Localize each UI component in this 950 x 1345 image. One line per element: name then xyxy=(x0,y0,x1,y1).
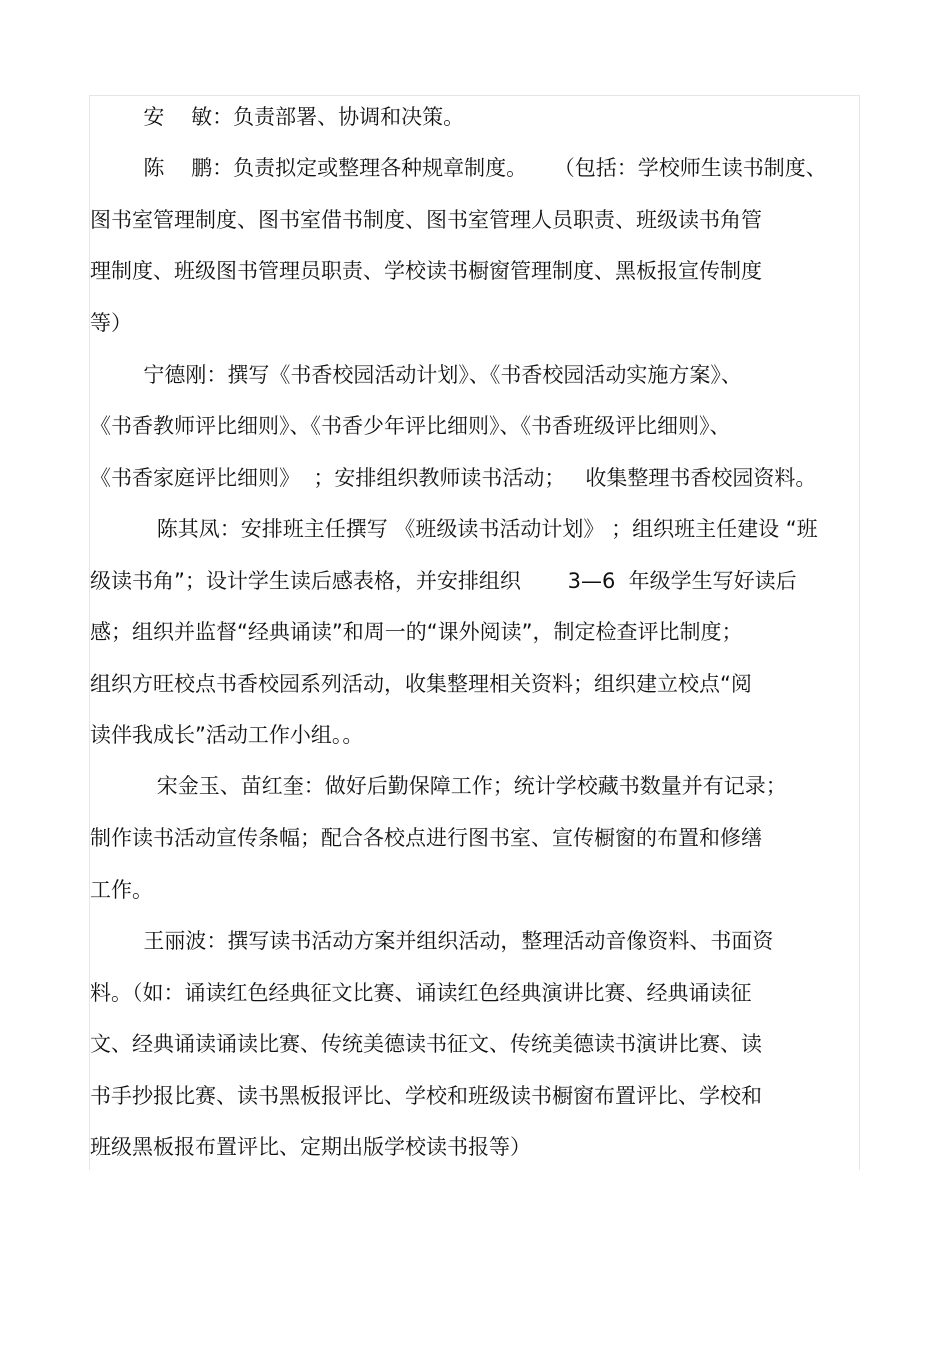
paragraph-an-min: 安 敏：负责部署、协调和决策。 xyxy=(90,105,465,129)
paragraph-wang-libo-line-2: 料。（如：诵读红色经典征文比赛、诵读红色经典演讲比赛、经典诵读征 xyxy=(90,981,752,1005)
paragraph-ning-degang-line-2: 《书香教师评比细则》、《书香少年评比细则》、《书香班级评比细则》、 xyxy=(90,414,731,438)
paragraph-chen-qifeng-line-1: 陈其凤：安排班主任撰写 《班级读书活动计划》 ；组织班主任建设 “班 xyxy=(90,517,818,541)
paragraph-wang-libo-line-5: 班级黑板报布置评比、定期出版学校读书报等） xyxy=(90,1135,531,1159)
paragraph-wang-libo-line-4: 书手抄报比赛、读书黑板报评比、学校和班级读书橱窗布置评比、学校和 xyxy=(90,1084,762,1108)
paragraph-song-jinyu-line-1: 宋金玉、苗红奎：做好后勤保障工作；统计学校藏书数量并有记录； xyxy=(90,774,787,798)
paragraph-ning-degang-line-3: 《书香家庭评比细则》 ；安排组织教师读书活动； 收集整理书香校园资料。 xyxy=(90,466,817,490)
paragraph-chen-qifeng-line-4: 组织方旺校点书香校园系列活动，收集整理相关资料；组织建立校点“阅 xyxy=(90,672,752,696)
paragraph-song-jinyu-line-2: 制作读书活动宣传条幅；配合各校点进行图书室、宣传橱窗的布置和修缮 xyxy=(90,826,762,850)
paragraph-wang-libo-line-3: 文、经典诵读诵读比赛、传统美德读书征文、传统美德读书演讲比赛、读 xyxy=(90,1032,762,1056)
paragraph-chen-peng-line-1: 陈 鹏：负责拟定或整理各种规章制度。 （包括：学校师生读书制度、 xyxy=(90,156,827,180)
paragraph-chen-peng-line-4: 等） xyxy=(90,311,132,335)
paragraph-chen-qifeng-line-3: 感；组织并监督“经典诵读”和周一的“课外阅读”，制定检查评比制度； xyxy=(90,620,743,644)
paragraph-ning-degang-line-1: 宁德刚：撰写《书香校园活动计划》、《书香校园活动实施方案》、 xyxy=(90,363,742,387)
paragraph-wang-libo-line-1: 王丽波：撰写读书活动方案并组织活动，整理活动音像资料、书面资 xyxy=(90,929,774,953)
paragraph-song-jinyu-line-3: 工作。 xyxy=(90,878,153,902)
paragraph-chen-qifeng-line-5: 读伴我成长”活动工作小组。。 xyxy=(90,723,364,747)
paragraph-chen-qifeng-line-2: 级读书角”；设计学生读后感表格，并安排组织 3—6 年级学生写好读后 xyxy=(90,569,797,593)
paragraph-chen-peng-line-3: 理制度、班级图书管理员职责、学校读书橱窗管理制度、黑板报宣传制度 xyxy=(90,259,762,283)
paragraph-chen-peng-line-2: 图书室管理制度、图书室借书制度、图书室管理人员职责、班级读书角管 xyxy=(90,208,762,232)
